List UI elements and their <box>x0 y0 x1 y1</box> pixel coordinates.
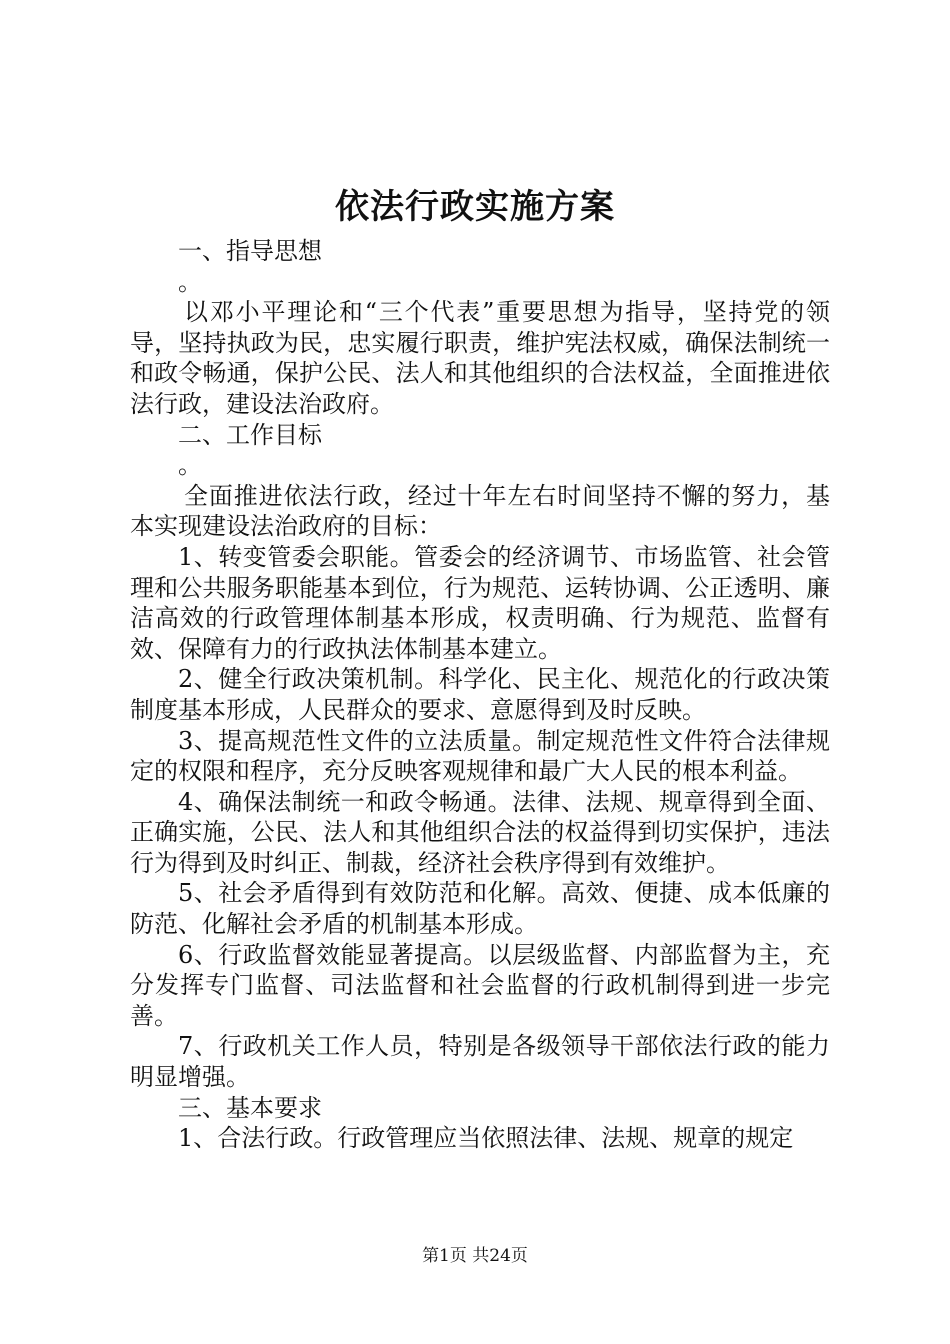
goal-item-6: 6、行政监督效能显著提高。以层级监督、内部监督为主，充分发挥专门监督、司法监督和社会监督的行政机制得到进一步完善。 <box>130 940 830 1030</box>
document-title: 依法行政实施方案 <box>335 187 615 227</box>
stray-period: 。 <box>178 267 202 296</box>
goal-item-7: 7、行政机关工作人员，特别是各级领导干部依法行政的能力明显增强。 <box>130 1032 830 1092</box>
requirement-item-1: 1、合法行政。行政管理应当依照法律、法规、规章的规定 <box>178 1124 794 1153</box>
document-body <box>130 236 830 1154</box>
section-heading-basic-requirements: 三、基本要求 <box>178 1093 322 1122</box>
page-footer: 第1页 共24页 <box>422 1246 528 1266</box>
goal-item-2: 2、健全行政决策机制。科学化、民主化、规范化的行政决策制度基本形成，人民群众的要求、意愿得到及时反映。 <box>130 665 830 724</box>
stray-period: 。 <box>178 451 202 480</box>
paragraph-guiding-ideology: 以邓小平理论和“三个代表”重要思想为指导，坚持党的领导，坚持执政为民，忠实履行职责，维护宪法权威，确保法制统一和政令畅通，保护公民、法人和其他组织的合法权益，全面推进依法行政，建设法治政府。 <box>130 298 830 418</box>
goal-item-1: 1、转变管委会职能。管委会的经济调节、市场监管、社会管理和公共服务职能基本到位，行为规范、运转协调、公正透明、廉洁高效的行政管理体制基本形成，权责明确、行为规范、监督有效、保障有力的行政执法体制基本建立。 <box>130 542 830 663</box>
goal-item-5: 5、社会矛盾得到有效防范和化解。高效、便捷、成本低廉的防范、化解社会矛盾的机制基本形成。 <box>130 879 830 939</box>
goal-item-3: 3、提高规范性文件的立法质量。制定规范性文件符合法律规定的权限和程序，充分反映客观规律和最广大人民的根本利益。 <box>130 726 830 786</box>
section-heading-guiding-ideology: 一、指导思想 <box>178 237 322 265</box>
section-heading-work-goals: 二、工作目标 <box>178 420 322 449</box>
goal-item-4: 4、确保法制统一和政令畅通。法律、法规、规章得到全面、正确实施，公民、法人和其他组织合法的权益得到切实保护，违法行为得到及时纠正、制裁，经济社会秩序得到有效维护。 <box>130 787 830 877</box>
paragraph-work-goals-intro: 全面推进依法行政，经过十年左右时间坚持不懈的努力，基本实现建设法治政府的目标： <box>130 481 830 541</box>
